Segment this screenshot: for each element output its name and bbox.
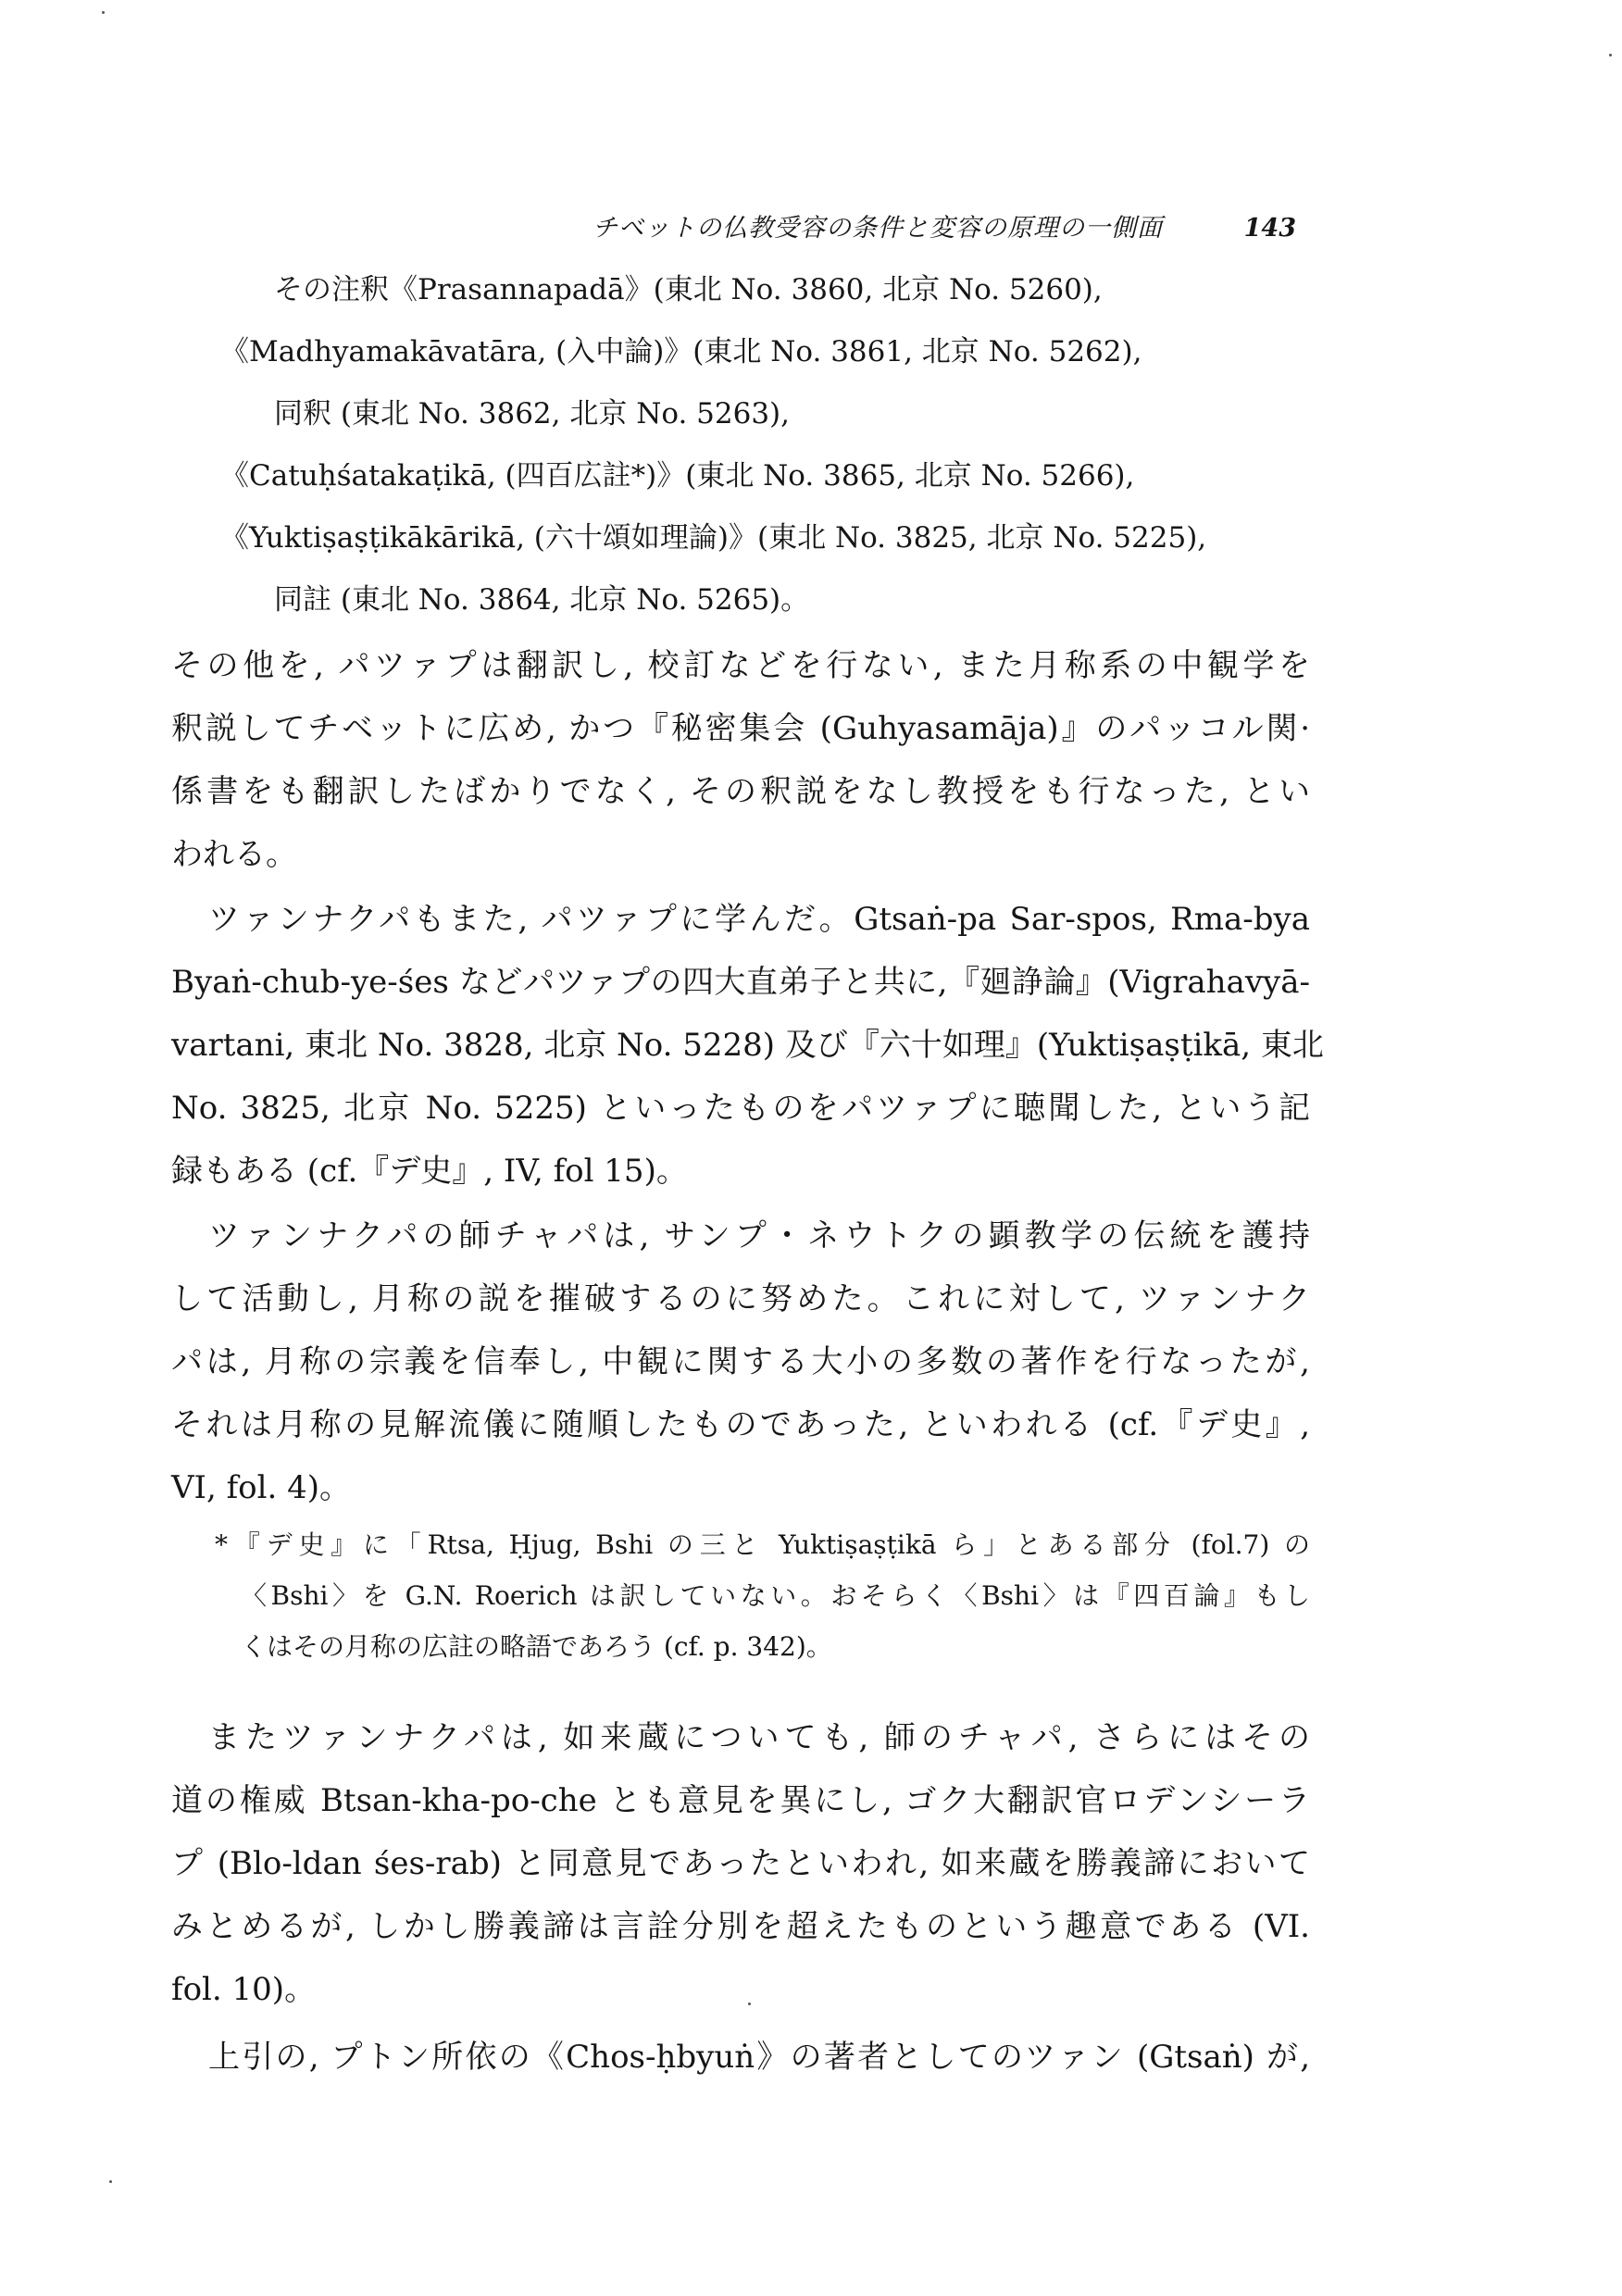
paragraph-line: その他を, パツァプは翻訳し, 校訂などを行ない, また月称系の中観学を xyxy=(171,647,1310,684)
paragraph-line: fol. 10)。 xyxy=(171,1971,317,2008)
running-header xyxy=(593,207,1296,244)
running-title: チベットの仏教受容の条件と変容の原理の一側面 xyxy=(593,214,1163,243)
scan-speck xyxy=(102,11,105,14)
reference-line: 同釈 (東北 No. 3862, 北京 No. 5263), xyxy=(274,397,791,430)
footnote-line: くはその月称の広註の略語であろう (cf. p. 342)。 xyxy=(241,1631,832,1662)
reference-line: 《Catuḥśatakaṭikā, (四百広註*)》(東北 No. 3865, 北京 No. 5266), xyxy=(220,459,1135,493)
paragraph-line: 係書をも翻訳したばかりでなく, その釈説をなし教授をも行なった, とい xyxy=(171,773,1310,810)
paragraph-line: それは月称の見解流儀に随順したものであった, といわれる (cf.『デ史』, xyxy=(171,1406,1310,1443)
paragraph-line: VI, fol. 4)。 xyxy=(171,1469,352,1506)
scan-speck xyxy=(748,2003,751,2005)
paragraph-line: Byaṅ-chub-ye-śes などパツァプの四大直弟子と共に,『廻諍論』(Vigrahavyā- xyxy=(171,964,1310,1001)
paragraph-line: プ (Blo-ldan śes-rab) と同意見であったといわれ, 如来蔵を勝義諦において xyxy=(171,1845,1310,1882)
paragraph-line: 上引の, プトン所依の《Chos-ḥbyuṅ》の著者としてのツァン (Gtsaṅ) が, xyxy=(208,2039,1310,2076)
paragraph-line: ツァンナクパの師チャパは, サンプ・ネウトクの顕教学の伝統を護持 xyxy=(208,1217,1310,1254)
paragraph-line: 道の権威 Btsan-kha-po-che とも意見を異にし, ゴク大翻訳官ロデンシーラ xyxy=(171,1782,1310,1819)
footnote-line: *『デ史』に「Rtsa, Ḥjug, Bshi の三と Yuktiṣaṣṭikā ら」とある部分 (fol.7) の xyxy=(215,1529,1310,1560)
page-number: 143 xyxy=(1243,214,1296,243)
paragraph-line: 録もある (cf.『デ史』, IV, fol 15)。 xyxy=(171,1153,688,1190)
scan-speck xyxy=(109,2180,112,2183)
paragraph-line: ツァンナクパもまた, パツァプに学んだ。Gtsaṅ-pa Sar-spos, Rma-bya xyxy=(208,901,1310,938)
reference-line: その注釈《Prasannapadā》(東北 No. 3860, 北京 No. 5260), xyxy=(274,273,1103,306)
paragraph-line: 釈説してチベットに広め, かつ『秘密集会 (Guhyasamāja)』のパッコル関· xyxy=(171,710,1310,747)
paragraph-line: vartani, 東北 No. 3828, 北京 No. 5228) 及び『六十如理』(Yuktiṣaṣṭikā, 東北 xyxy=(171,1027,1324,1064)
footnote-line: 〈Bshi〉を G.N. Roerich は訳していない。おそらく〈Bshi〉は『四百論』もし xyxy=(241,1580,1310,1611)
paragraph-line: われる。 xyxy=(171,836,297,873)
reference-line: 《Madhyamakāvatāra, (入中論)》(東北 No. 3861, 北京 No. 5262), xyxy=(220,335,1142,368)
paragraph-line: またツァンナクパは, 如来蔵についても, 師のチャパ, さらにはその xyxy=(208,1719,1310,1756)
paragraph-line: No. 3825, 北京 No. 5225) といったものをパツァプに聴聞した, という記 xyxy=(171,1090,1310,1127)
reference-line: 同註 (東北 No. 3864, 北京 No. 5265)。 xyxy=(274,583,810,617)
paragraph-line: パは, 月称の宗義を信奉し, 中観に関する大小の多数の著作を行なったが, xyxy=(171,1343,1310,1380)
reference-line: 《Yuktiṣaṣṭikākārikā, (六十頌如理論)》(東北 No. 3825, 北京 No. 5225), xyxy=(220,521,1207,555)
paragraph-line: して活動し, 月称の説を摧破するのに努めた。これに対して, ツァンナク xyxy=(171,1280,1310,1317)
scan-speck xyxy=(1609,54,1612,56)
paragraph-line: みとめるが, しかし勝義諦は言詮分別を超えたものという趣意である (VI. xyxy=(171,1908,1310,1945)
